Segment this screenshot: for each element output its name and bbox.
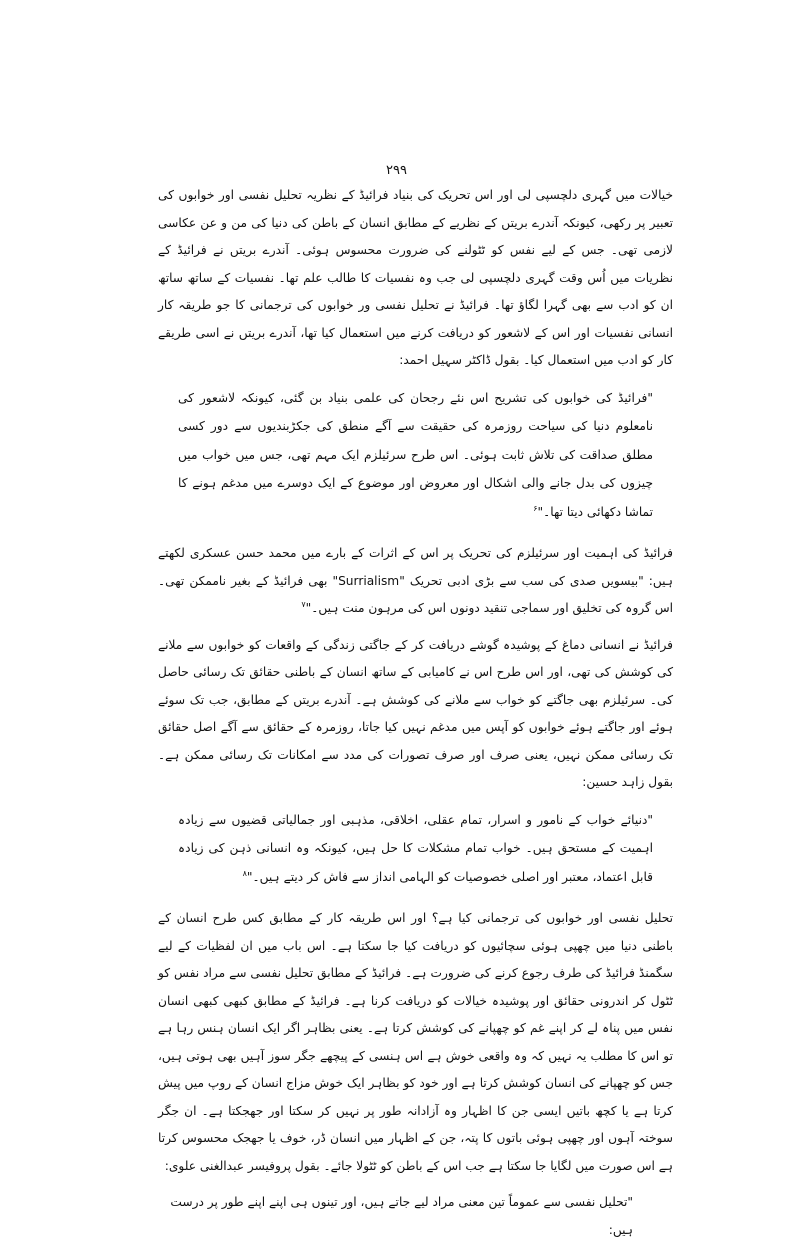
paragraph-text: خیالات میں گہری دلچسپی لی اور اس تحریک کی بنیاد فرائیڈ کے نظریہ تحلیل نفسی اور خوابوں کی تعبیر پر رکھی، کیونکہ آندرے بریتں کے نظریے کے مطابق انسان کے باطن کی دنیا کی من و عن عکاسی لازمی تھی۔ جس کے لیے نفس کو ٹٹولنے کی ضرورت محسوس ہوئی۔ آندرے بریتں نے فرائیڈ کے نظریات میں اُس وقت گہری دلچسپی لی جب وہ نفسیات کا طالب علم تھا۔ نفسیات کے ساتھ ساتھ ان کو ادب سے بھی گہرا لگاؤ تھا۔ فرائیڈ نے تحلیل نفسی ور خوابوں کی ترجمانی کا جو طریقہ کار انسانی نفسیات اور اس کے لاشعور کو دریافت کرنے میں استعمال کیا تھا، آندرے بریتں نے اسی طریقے کار کو ادب میں استعمال کیا۔ بقول ڈاکٹر سہیل احمد: — [158, 188, 673, 367]
quote-text: "دنیائے خواب کے نامور و اسرار، تمام عقلی، اخلاقی، مذہبی اور جمالیاتی قضیوں سے زیادہ اہمیت کے مستحق ہیں۔ خواب تمام مشکلات کا حل ہیں، کیونکہ وہ انسانی ذہن کی زیادہ قابل اعتماد، معتبر اور اصلی خصوصیات کو الہامی انداز سے فاش کر دیتے ہیں۔" — [178, 812, 653, 884]
paragraph-text: تحلیل نفسی اور خوابوں کی ترجمانی کیا ہے؟ اور اس طریقہ کار کے مطابق کس طرح انسان کے باطنی دنیا میں چھپی ہوئی سچائیوں کو دریافت کیا جا سکتا ہے۔ اس باب میں ان لفظیات کے لیے سگمنڈ فرائیڈ کی طرف رجوع کرنے کی ضرورت ہے۔ فرائیڈ کے مطابق تحلیل نفسی سے مراد نفس کو ٹٹول کر اندرونی حقائق اور پوشیدہ خیالات کو دریافت کرنا ہے۔ فرائیڈ کے مطابق کبھی کبھی انسان نفس میں پناہ لے کر اپنے غم کو چھپانے کی کوشش کرتا ہے۔ یعنی بظاہر اگر ایک انسان ہنس رہا ہے تو اس کا مطلب یہ نہیں کہ وہ واقعی خوش ہے اس ہنسی کے پیچھے جگر سوز آہیں بھی ہوتی ہیں، جس کو چھپانے کی انسان کوشش کرتا ہے اور خود کو بظاہر ایک خوش مزاج انسان کے روپ میں پیش کرتا ہے یا کچھ باتیں ایسی جن کا اظہار وہ آزادانہ طور پر نہیں کر سکتا اور جھجکتا ہے۔ ان جگر سوختہ آہوں اور چھپی ہوئی باتوں کا پتہ، جن کے اظہار میں انسان ڈر، خوف یا جھجک محسوس کرتا ہے اس صورت میں لگایا جا سکتا ہے جب اس کے باطن کو ٹٹولا جائے۔ بقول پروفیسر عبدالغنی علوی: — [158, 911, 673, 1173]
paragraph — [158, 182, 673, 375]
paragraph-text: فرائیڈ کی اہمیت اور سرئیلزم کی تحریک پر اس کے اثرات کے بارے میں محمد حسن عسکری لکھتے ہیں: "بیسویں صدی کی سب سے بڑی ادبی تحریک "Surrialism" بھی فرائیڈ کے بغیر ناممکن تھی۔ اس گروہ کی تخلیق اور سماجی تنقید دونوں اس کی مرہون منت ہیں۔" — [158, 546, 673, 615]
paragraph-text: فرائیڈ نے انسانی دماغ کے پوشیدہ گوشے دریافت کر کے جاگتی زندگی کے واقعات کو خوابوں سے ملانے کی کوشش کی تھی، اور اس طرح اس نے کامیابی کے ساتھ انسان کے باطنی حقائق تک رسائی حاصل کی۔ سرئیلزم بھی جاگتے کو خواب سے ملانے کی کوشش ہے۔ آندرے بریتں کے مطابق، جب تک سوئے ہوئے اور جاگتے ہوئے خوابوں کو آپس میں مدغم نہیں کیا جاتا، روزمرہ کے حقائق سے آگے اصل حقائق تک رسائی ممکن نہیں، یعنی صرف اور صرف تصورات کی مدد سے امکانات تک رسائی ممکن ہے۔ بقول زاہد حسین: — [158, 637, 673, 789]
paragraph — [158, 905, 673, 1180]
block-quote — [178, 384, 653, 527]
closing-quote-line — [158, 1189, 673, 1244]
footnote-marker: ۶ — [533, 503, 538, 513]
paragraph — [158, 540, 673, 623]
page-content — [158, 182, 673, 1244]
footnote-marker: ۸ — [242, 868, 247, 878]
block-quote — [178, 806, 653, 892]
page-number: ۲۹۹ — [386, 163, 407, 178]
quote-text: "تحلیل نفسی سے عموماً تین معنی مراد لیے جاتے ہیں، اور تینوں ہی اپنے اپنے طور پر درست ہیں: — [170, 1195, 633, 1237]
quote-text: "فرائیڈ کی خوابوں کی تشریح اس نئے رجحان کی علمی بنیاد بن گئی، کیونکہ لاشعور کی نامعلوم دنیا کی سیاحت روزمرہ کی حقیقت سے آگے منطق کی جکڑبندیوں سے دور کسی مطلق صداقت کی تلاش ثابت ہوئی۔ اس طرح سرئیلزم ایک مہم تھی، جس میں خواب میں چیزوں کی بدل جانے والی اشکال اور معروض اور موضوع کے ایک دوسرے میں مدغم ہونے کا تماشا دکھائی دیتا تھا۔" — [178, 390, 653, 519]
footnote-marker: ۷ — [301, 599, 306, 609]
paragraph — [158, 632, 673, 797]
